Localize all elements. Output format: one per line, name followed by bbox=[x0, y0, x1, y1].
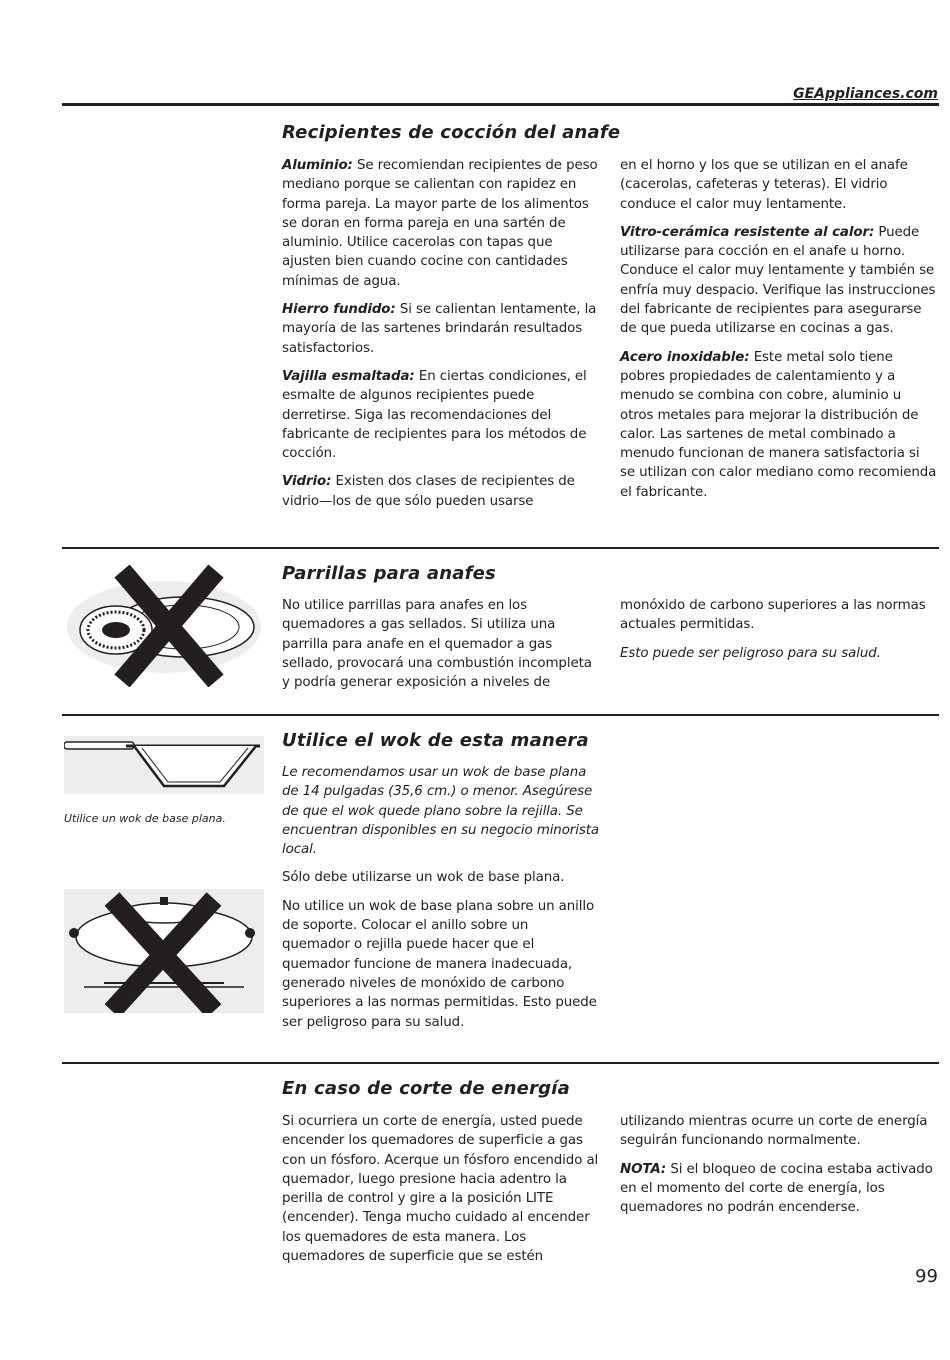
section-title-wok: Utilice el wok de esta manera bbox=[282, 730, 589, 751]
cookware-column-2 bbox=[620, 156, 938, 511]
wok-support-ring-prohibited-illustration bbox=[64, 889, 264, 1013]
grills-paragraph: No utilice parrillas para anafes en los quemadores a gas sellados. Si utiliza una parrilla para anafe en el quemador a gas sellado, provocará una combustión incompleta y podría generar exposición a niveles de bbox=[282, 598, 592, 691]
power-paragraph: Si ocurriera un corte de energía, usted puede encender los quemadores de superficie a gas con un fósforo. Acerque un fósforo encendido al quemador, luego presione hacia adentro la perilla de control y gire a la posición LITE (encender). Tenga mucho cuidado al encender los quemadores de esta manera. Los quemadores de superficie que se estén bbox=[282, 1114, 599, 1265]
wok-illustration-svg bbox=[64, 728, 264, 798]
paragraph-vitroceramica: Vitro-cerámica resistente al calor: Puede utilizarse para cocción en el anafe u horno. Conduce el calor muy lentamente y también se enfría muy despacio. Verifique las instrucciones del fabricante de recipientes para asegurarse de que pueda utilizarse en cocinas a gas. bbox=[620, 224, 936, 337]
section-title-cookware: Recipientes de cocción del anafe bbox=[282, 122, 621, 143]
section-rule bbox=[62, 547, 939, 549]
paragraph-vidrio-cont: en el horno y los que se utilizan en el anafe (cacerolas, cafeteras y teteras). El vidrio conduce el calor muy lentamente. bbox=[620, 158, 908, 212]
section-rule bbox=[62, 1062, 939, 1064]
header-rule bbox=[62, 103, 939, 106]
grills-paragraph-cont: monóxido de carbono superiores a las normas actuales permitidas. bbox=[620, 598, 926, 633]
wok-handle bbox=[64, 742, 134, 749]
power-column-2 bbox=[620, 1112, 938, 1226]
flat-bottom-wok-illustration bbox=[64, 728, 264, 798]
paragraph-vajilla: Vajilla esmaltada: En ciertas condiciones, el esmalte de algunos recipientes puede derretirse. Siga las recomendaciones del fabricante de recipientes para los métodos de cocción. bbox=[282, 368, 587, 462]
site-url: GEAppliances.com bbox=[793, 86, 938, 102]
wok-recommendation: Le recomendamos usar un wok de base plana de 14 pulgadas (35,6 cm.) o menor. Asegúrese de que el wok quede plano sobre la rejilla. Se encuentran disponibles en su negocio minorista local. bbox=[282, 765, 599, 858]
page-number: 99 bbox=[915, 1266, 938, 1287]
wok-flat-only: Sólo debe utilizarse un wok de base plana. bbox=[282, 870, 565, 886]
power-paragraph-cont: utilizando mientras ocurre un corte de energía seguirán funcionando normalmente. bbox=[620, 1114, 928, 1149]
wok-handle-right bbox=[245, 928, 255, 938]
wok-handle-left bbox=[69, 928, 79, 938]
power-note: NOTA: Si el bloqueo de cocina estaba activado en el momento del corte de energía, los quemadores no podrán encenderse. bbox=[620, 1161, 933, 1216]
grill-illustration-svg bbox=[64, 563, 264, 687]
grill-center bbox=[102, 622, 130, 638]
section-rule bbox=[62, 714, 939, 716]
paragraph-acero: Acero inoxidable: Este metal solo tiene pobres propiedades de calentamiento y a menudo se combina con cobre, aluminio u otros metales para mejorar la distribución de calor. Las sartenes de metal combinado a menudo funcionan de manera satisfactoria si se utilizan con calor mediano como recomienda el fabricante. bbox=[620, 349, 937, 500]
grills-column-2 bbox=[620, 596, 938, 672]
paragraph-hierro: Hierro fundido: Si se calientan lentamente, la mayoría de las sartenes brindarán resultados satisfactorios. bbox=[282, 302, 597, 356]
section-title-grills: Parrillas para anafes bbox=[282, 563, 496, 584]
section-title-power-outage: En caso de corte de energía bbox=[282, 1078, 570, 1099]
grills-column-1 bbox=[282, 596, 600, 701]
wok-ring-warning: No utilice un wok de base plana sobre un anillo de soporte. Colocar el anillo sobre un quemador o rejilla puede hacer que el quemador funcione de manera inadecuada, generado niveles de monóxido de carbono superiores a las normas permitidas. Esto puede ser peligroso para su salud. bbox=[282, 898, 597, 1030]
wok-ring-illustration-svg bbox=[64, 889, 264, 1013]
paragraph-aluminio: Aluminio: Se recomiendan recipientes de peso mediano porque se calientan con rapidez en forma pareja. La mayor parte de los alimentos se doran en forma pareja en una sartén de aluminio. Utilice cacerolas con tapas que ajusten bien cuando cocine con cantidades mínimas de agua. bbox=[282, 158, 598, 289]
wok-column bbox=[282, 763, 600, 1041]
stovetop-grill-prohibited-illustration bbox=[64, 563, 264, 687]
wok-lid-knob bbox=[160, 897, 168, 905]
wok-caption: Utilice un wok de base plana. bbox=[64, 812, 226, 825]
power-column-1 bbox=[282, 1112, 600, 1275]
grills-warning: Esto puede ser peligroso para su salud. bbox=[620, 645, 881, 661]
cookware-column-1 bbox=[282, 156, 602, 520]
paragraph-vidrio: Vidrio: Existen dos clases de recipientes de vidrio—los de que sólo pueden usarse bbox=[282, 474, 575, 509]
